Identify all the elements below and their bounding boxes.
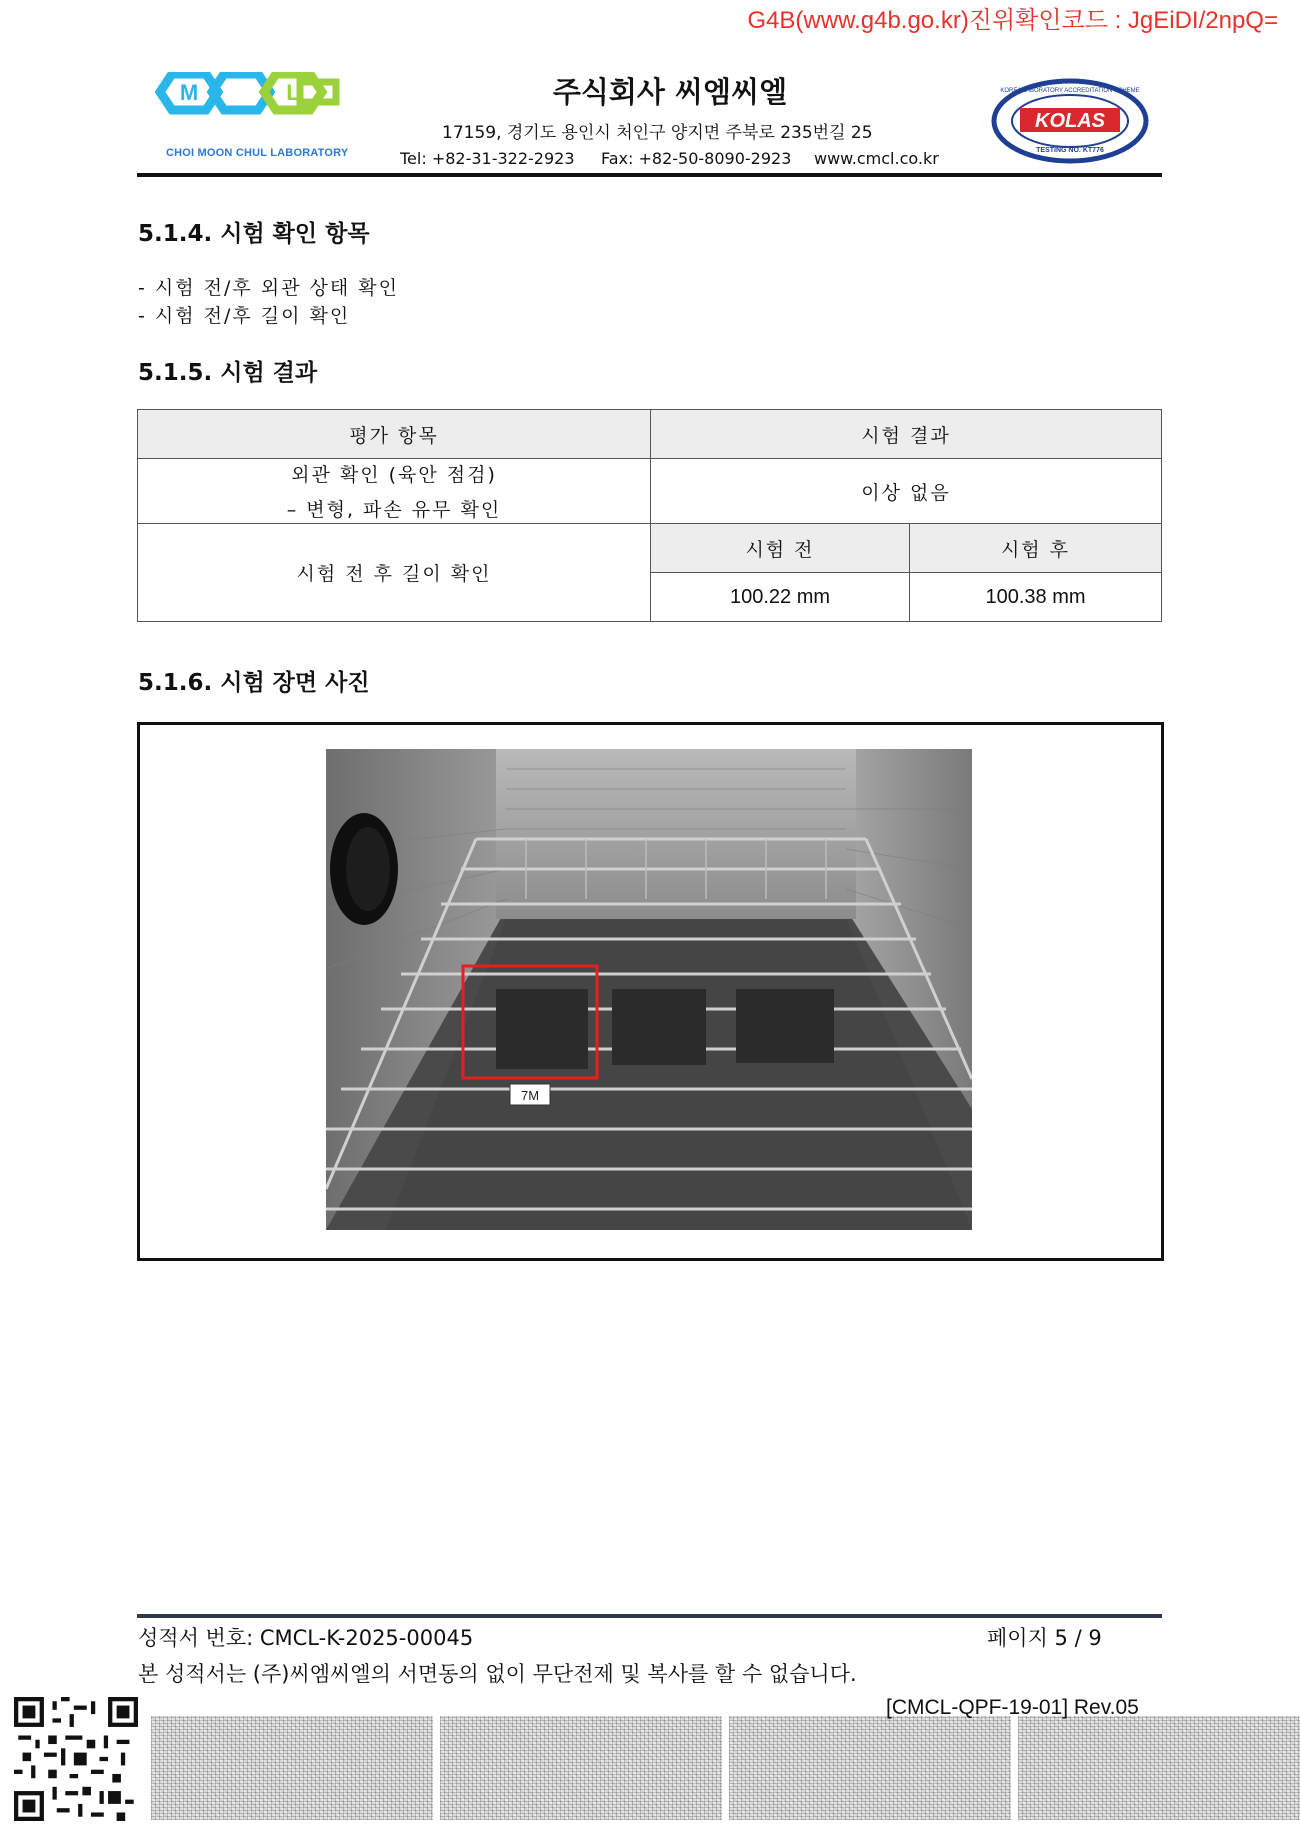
svg-text:KOREA LABORATORY ACCREDITATION: KOREA LABORATORY ACCREDITATION SCHEME xyxy=(1000,88,1140,94)
length-after-label: 시험 후 xyxy=(910,524,1162,573)
verification-code: G4B(www.g4b.go.kr)진위확인코드 : JgEiDI/2npQ= xyxy=(747,7,1278,34)
section-515-heading: 5.1.5. 시험 결과 xyxy=(138,360,318,386)
copyright-notice: 본 성적서는 (주)씨엠씨엘의 서면동의 없이 무단전제 및 복사를 할 수 없습니다. xyxy=(138,1662,857,1686)
svg-text:M: M xyxy=(179,80,199,105)
test-result-table xyxy=(137,409,1162,622)
col-header-item: 평가 항목 xyxy=(138,410,651,459)
security-pattern xyxy=(440,1716,722,1820)
company-website: www.cmcl.co.kr xyxy=(814,149,939,168)
col-header-result: 시험 결과 xyxy=(651,410,1162,459)
photo-label: 7M xyxy=(520,1088,540,1103)
company-tel: Tel: +82-31-322-2923 xyxy=(400,149,575,168)
svg-text:L: L xyxy=(286,80,300,105)
row-appearance-result: 이상 없음 xyxy=(651,459,1162,524)
svg-text:TESTING NO. KT776: TESTING NO. KT776 xyxy=(1036,147,1104,154)
logo-subtitle: CHOI MOON CHUL LABORATORY xyxy=(166,147,349,159)
security-pattern xyxy=(729,1716,1011,1820)
row-appearance-item xyxy=(138,459,651,524)
row-appearance-line1: 외관 확인 (육안 점검) xyxy=(291,464,497,486)
section-516-heading: 5.1.6. 시험 장면 사진 xyxy=(138,670,370,696)
report-number: 성적서 번호: CMCL-K-2025-00045 xyxy=(138,1626,474,1650)
company-name: 주식회사 씨엠씨엘 xyxy=(552,75,788,109)
check-item: - 시험 전/후 길이 확인 xyxy=(138,305,351,327)
security-pattern xyxy=(151,1716,433,1820)
company-address: 17159, 경기도 용인시 처인구 양지면 주북로 235번길 25 xyxy=(442,123,873,143)
page-number: 페이지 5 / 9 xyxy=(987,1626,1102,1650)
security-pattern xyxy=(1018,1716,1300,1820)
length-before-label: 시험 전 xyxy=(651,524,910,573)
length-before-value: 100.22 mm xyxy=(651,573,910,622)
section-514-heading: 5.1.4. 시험 확인 항목 xyxy=(138,221,370,247)
row-appearance-line2: – 변형, 파손 유무 확인 xyxy=(286,499,502,521)
svg-text:KOLAS: KOLAS xyxy=(1035,110,1105,132)
row-length-item: 시험 전 후 길이 확인 xyxy=(138,524,651,622)
qr-code xyxy=(14,1697,138,1821)
test-chamber-photo xyxy=(326,749,972,1230)
length-after-value: 100.38 mm xyxy=(910,573,1162,622)
company-fax: Fax: +82-50-8090-2923 xyxy=(601,149,792,168)
form-code: [CMCL-QPF-19-01] Rev.05 xyxy=(886,1696,1139,1719)
kolas-logo xyxy=(990,78,1150,164)
footer-rule xyxy=(137,1614,1162,1618)
check-item: - 시험 전/후 외관 상태 확인 xyxy=(138,277,399,299)
header-rule xyxy=(137,173,1162,177)
